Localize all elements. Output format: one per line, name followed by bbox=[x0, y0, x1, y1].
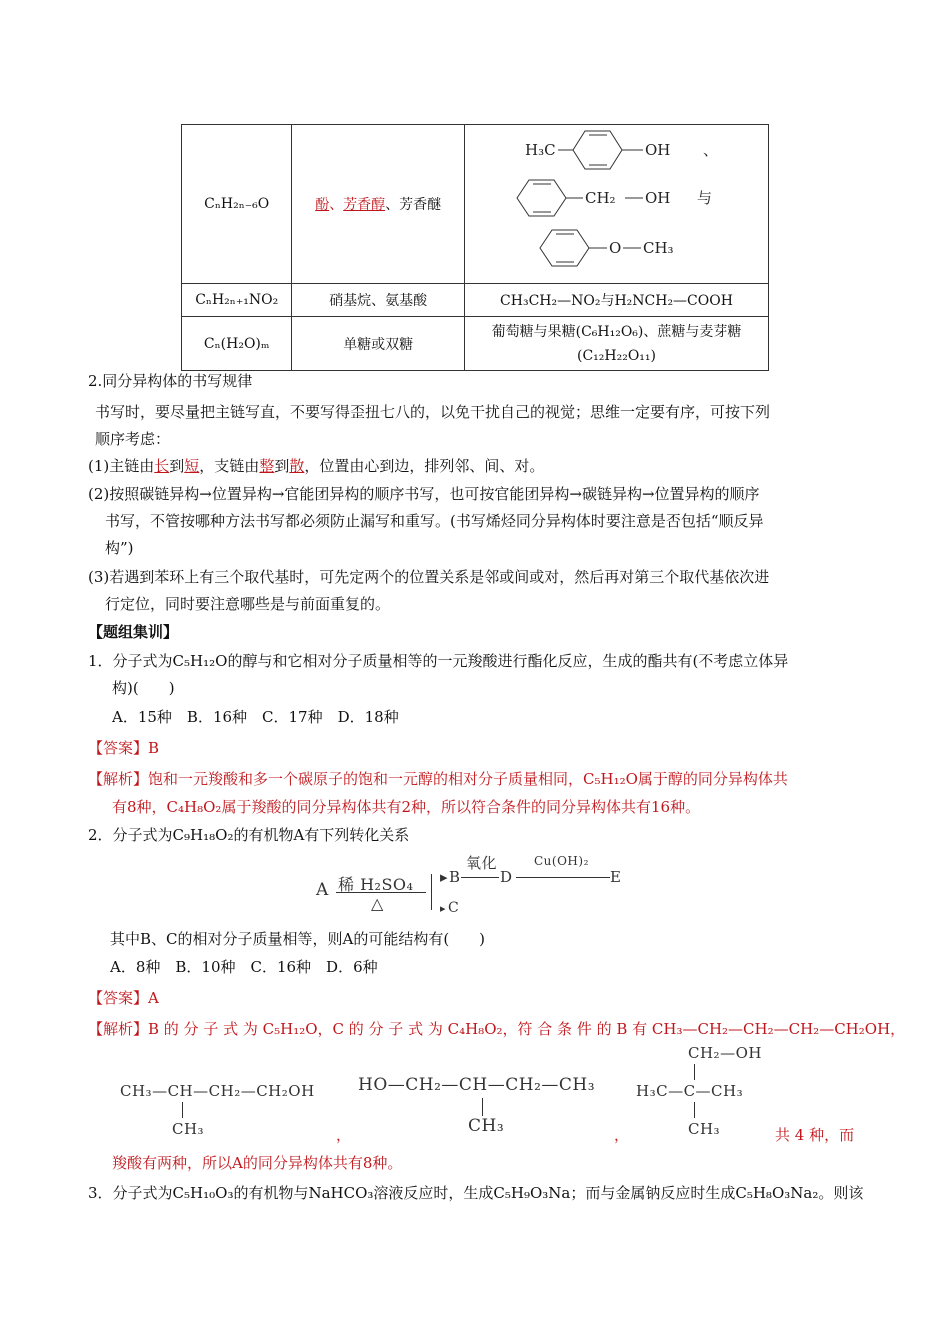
keyword: 整 bbox=[259, 457, 275, 475]
paragraph-line: 顺序考虑： bbox=[95, 430, 171, 448]
question-2: 2．分子式为C₉H₁₈O₂的有机物A有下列转化关系 bbox=[88, 826, 410, 844]
example-structures-cell bbox=[465, 125, 769, 284]
arrow bbox=[461, 877, 499, 878]
oh2-label: OH bbox=[645, 189, 671, 207]
oxidation-label: 氧化 bbox=[466, 854, 498, 872]
compound-c-arrowhead: ▸ bbox=[440, 902, 447, 915]
class-cell: 硝基烷、氨基酸 bbox=[292, 284, 465, 317]
benzene-structures bbox=[465, 125, 767, 283]
section-title: 2.同分异构体的书写规律 bbox=[88, 372, 253, 390]
formula-cell: CₙH₂ₙ₋₆O bbox=[182, 125, 292, 284]
rule-2-cont: 书写，不管按哪种方法书写都必须防止漏写和重写。(书写烯烃同分异构体时要注意是否包括“顺反异 bbox=[105, 512, 764, 530]
table-row bbox=[182, 317, 769, 371]
example-cell bbox=[465, 317, 769, 371]
structure-1-main: CH₃—CH—CH₂—CH₂OH bbox=[120, 1082, 315, 1100]
bond-line bbox=[694, 1102, 695, 1118]
question-1-cont: 构)( ) bbox=[112, 679, 175, 697]
and-label: 与 bbox=[697, 189, 713, 207]
example-line: 葡萄糖与果糖(C₆H₁₂O₆)、蔗糖与麦芽糖 bbox=[491, 323, 742, 340]
bond-line bbox=[482, 1098, 483, 1116]
formula-cell: CₙH₂ₙ₊₁NO₂ bbox=[182, 284, 292, 317]
benzene-ring-icon bbox=[573, 131, 622, 169]
isomer-class-table bbox=[181, 124, 769, 371]
bond-line bbox=[182, 1102, 183, 1118]
rule-2: (2)按照碳链异构→位置异构→官能团异构的顺序书写，也可按官能团异构→碳链异构→位置异构的顺序 bbox=[88, 485, 760, 503]
benzene-ring-icon bbox=[517, 180, 566, 216]
formula-cell: Cₙ(H₂O)ₘ bbox=[182, 317, 292, 371]
reagent-bottom: △ bbox=[371, 894, 384, 913]
benzene-ring-icon bbox=[540, 230, 589, 266]
class-cell: 单糖或双糖 bbox=[292, 317, 465, 371]
compound-b-arrowhead: ▸ bbox=[440, 868, 449, 886]
answer-2: 【答案】A bbox=[88, 989, 159, 1007]
rule-1: (1)主链由长到短，支链由整到散，位置由心到边，排列邻、间、对。 bbox=[88, 457, 545, 475]
reaction-scheme bbox=[316, 848, 646, 922]
class-phenol: 酚 bbox=[315, 197, 330, 213]
analysis-2: 【解析】B 的 分 子 式 为 C₅H₁₂O，C 的 分 子 式 为 C₄H₈O₂，符 合 条 件 的 B 有 CH₃—CH₂—CH₂—CH₂—CH₂OH， bbox=[88, 1020, 906, 1038]
sep-label: 、 bbox=[703, 141, 719, 159]
answer-1: 【答案】B bbox=[88, 739, 160, 757]
exercises-heading: 【题组集训】 bbox=[88, 623, 179, 641]
paragraph-line: 书写时，要尽量把主链写直，不要写得歪扭七八的，以免干扰自己的视觉；思维一定要有序，可按下列 bbox=[95, 403, 771, 421]
structure-1-branch: CH₃ bbox=[172, 1120, 205, 1138]
structure-3-bottom: CH₃ bbox=[688, 1120, 721, 1138]
arrow bbox=[516, 877, 610, 878]
question-1-options: A．15种 B．16种 C．17种 D．18种 bbox=[112, 708, 399, 726]
class-aromatic-ether: 、芳香醚 bbox=[385, 197, 442, 213]
ch2-label: CH₂ bbox=[585, 189, 616, 207]
example-line: (C₁₂H₂₂O₁₁) bbox=[577, 347, 656, 364]
keyword: 长 bbox=[154, 457, 170, 475]
structure-2-branch: CH₃ bbox=[468, 1116, 505, 1136]
oh-label: OH bbox=[645, 141, 671, 159]
question-2-options: A．8种 B．10种 C．16种 D．6种 bbox=[110, 958, 378, 976]
compound-b: B bbox=[449, 868, 461, 886]
structure-2-main: HO—CH₂—CH—CH₂—CH₃ bbox=[358, 1075, 596, 1095]
analysis-1: 【解析】饱和一元羧酸和多一个碳原子的饱和一元醇的相对分子质量相同，C₅H₁₂O属于醇的同分异构体共 bbox=[88, 770, 788, 788]
compound-e: E bbox=[610, 868, 622, 886]
class-sep: 、 bbox=[329, 197, 344, 213]
reaction-arrow bbox=[336, 892, 426, 893]
rule-3-cont: 行定位，同时要注意哪些是与前面重复的。 bbox=[105, 595, 391, 613]
compound-c: C bbox=[448, 900, 460, 916]
o-label: O bbox=[609, 239, 622, 257]
comma: ， bbox=[614, 1126, 630, 1144]
h3c-label: H₃C bbox=[525, 141, 556, 159]
question-3: 3．分子式为C₅H₁₀O₃的有机物与NaHCO₃溶液反应时，生成C₅H₉O₃Na；而与金属钠反应时生成C₅H₈O₃Na₂。则该 bbox=[88, 1184, 864, 1202]
keyword: 短 bbox=[184, 457, 200, 475]
structure-3-top: CH₂—OH bbox=[688, 1044, 762, 1062]
analysis-1-cont: 有8种，C₄H₈O₂属于羧酸的同分异构体共有2种，所以符合条件的同分异构体共有16种。 bbox=[112, 798, 701, 816]
reagent-top: 稀 H₂SO₄ bbox=[338, 875, 414, 894]
ch3-label: CH₃ bbox=[643, 239, 674, 257]
compound-d: D bbox=[500, 868, 513, 886]
question-1: 1．分子式为C₅H₁₂O的醇与和它相对分子质量相等的一元羧酸进行酯化反应，生成的酯共有(不考虑立体异 bbox=[88, 652, 789, 670]
compound-a: A bbox=[316, 880, 329, 900]
table-row bbox=[182, 125, 769, 284]
branch-line bbox=[431, 874, 432, 910]
structure-3-main: H₃C—C—CH₃ bbox=[636, 1082, 744, 1100]
example-cell: CH₃CH₂—NO₂与H₂NCH₂—COOH bbox=[465, 284, 769, 317]
cu-oh-label: Cu(OH)₂ bbox=[534, 854, 589, 868]
question-2-cont: 其中B、C的相对分子质量相等，则A的可能结构有( ) bbox=[110, 930, 486, 948]
table-row bbox=[182, 284, 769, 317]
bond-line bbox=[694, 1064, 695, 1080]
class-aromatic-alcohol: 芳香醇 bbox=[343, 197, 386, 213]
comma: ， bbox=[336, 1126, 352, 1144]
analysis-2-tail: 共 4 种，而 bbox=[775, 1126, 855, 1144]
class-cell bbox=[292, 125, 465, 284]
rule-3: (3)若遇到苯环上有三个取代基时，可先定两个的位置关系是邻或间或对，然后再对第三个取代基依次进 bbox=[88, 568, 770, 586]
analysis-2-cont: 羧酸有两种，所以A的同分异构体共有8种。 bbox=[112, 1154, 403, 1172]
keyword: 散 bbox=[289, 457, 305, 475]
rule-2-cont: 构”) bbox=[105, 539, 134, 557]
